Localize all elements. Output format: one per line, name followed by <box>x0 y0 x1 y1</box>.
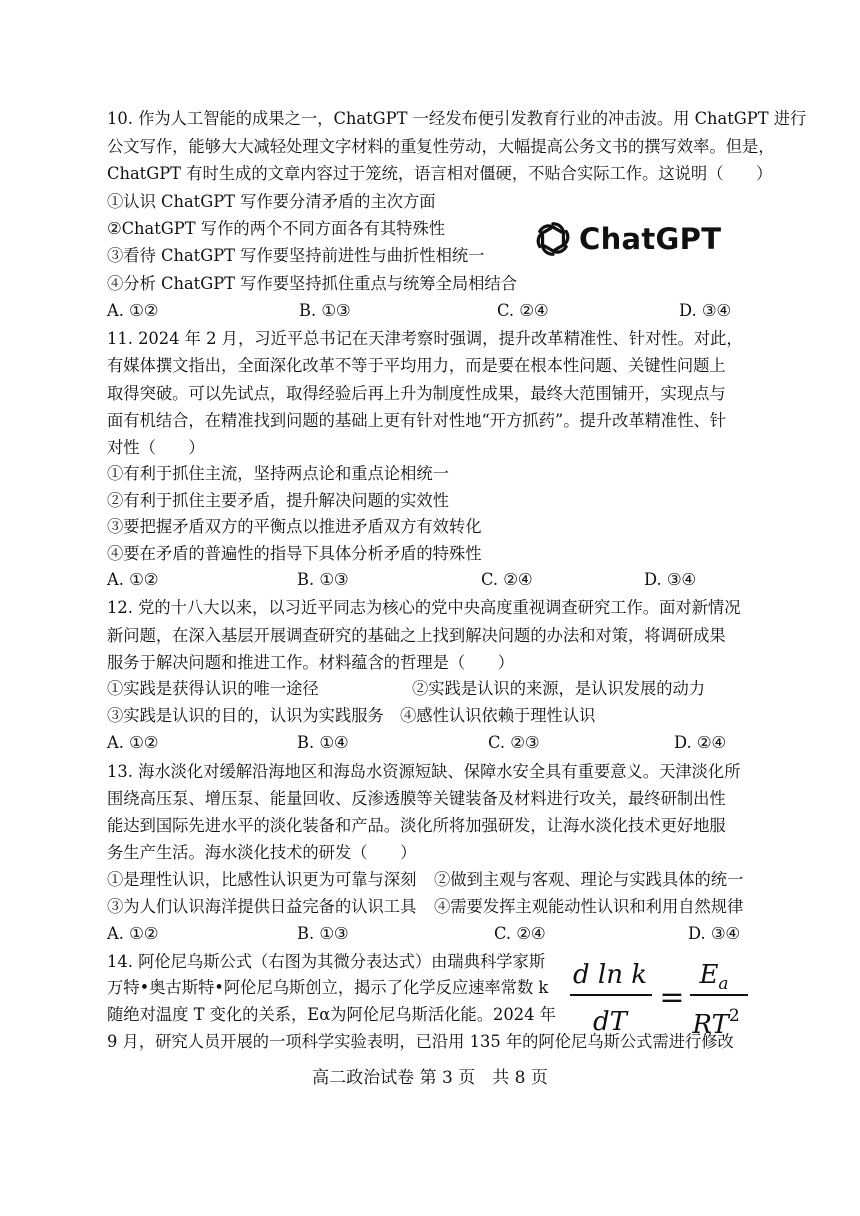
q11-stem-line-4: 面有机结合，在精准找到问题的基础上更有针对性地“开方抓药”。提升改革精准性、针 <box>107 411 727 430</box>
q13-choice-1: ①是理性认识，比感性认识更为可靠与深刻 <box>107 870 417 889</box>
q10-stem-line-3: ChatGPT 有时生成的文章内容过于笼统，语言相对僵硬，不贴合实际工作。这说明（ ） <box>107 164 773 183</box>
q11-option-a: A. ①② <box>107 570 159 589</box>
formula-num-right-base: E <box>699 960 719 990</box>
q10-options <box>107 300 732 322</box>
q12-stem-line-2: 新问题，在深入基层开展调查研究的基础之上找到解决问题的办法和对策，将调研成果 <box>107 626 726 645</box>
formula-den-left: dT <box>593 1007 627 1037</box>
q11-stem-line-3: 取得突破。可以先试点，取得经验后再上升为制度性成果，最终大范围铺开，实现点与 <box>107 384 726 403</box>
chatgpt-logo <box>534 219 734 259</box>
page-footer: 高二政治试卷 第 3 页 共 8 页 <box>312 1068 548 1088</box>
q13-option-d: D. ③④ <box>688 924 741 943</box>
formula-num-right <box>698 960 728 994</box>
q13-options <box>107 923 741 945</box>
q13-stem-line-4: 务生产生活。海水淡化技术的研发（ ） <box>107 843 417 862</box>
q12-option-b: B. ①④ <box>297 733 349 752</box>
q10-option-d: D. ③④ <box>679 301 732 320</box>
q10-stem-line-2: 公文写作，能够大大减轻处理文字材料的重复性劳动，大幅提高公务文书的撰写效率。但是， <box>107 137 775 156</box>
q12-option-d: D. ②④ <box>674 733 727 752</box>
q11-options <box>107 569 732 591</box>
q11-stem-line-1: 11. 2024 年 2 月，习近平总书记在天津考察时强调，提升改革精准性、针对性。对此， <box>107 329 743 348</box>
q11-option-b: B. ①③ <box>297 570 349 589</box>
q11-stem-line-2: 有媒体撰文指出，全面深化改革不等于平均用力，而是要在根本性问题、关键性问题上 <box>107 356 726 375</box>
q12-options <box>107 732 732 754</box>
q10-choice-4: ④分析 ChatGPT 写作要坚持抓住重点与统筹全局相结合 <box>107 274 517 293</box>
q13-option-b: B. ①③ <box>297 924 349 943</box>
q10-stem-line-1: 10. 作为人工智能的成果之一，ChatGPT 一经发布便引发教育行业的冲击波。用 ChatGPT 进行 <box>107 109 807 128</box>
formula-equals: = <box>659 980 685 1015</box>
q13-choice-2: ②做到主观与客观、理论与实践具体的统一 <box>434 870 744 889</box>
q12-option-a: A. ①② <box>107 733 159 752</box>
formula-den-right <box>691 1006 739 1040</box>
q11-choice-3: ③要把握矛盾双方的平衡点以推进矛盾双方有效转化 <box>107 517 482 536</box>
q10-option-b: B. ①③ <box>299 301 351 320</box>
q12-stem-line-3: 服务于解决问题和推进工作。材料蕴含的哲理是（ ） <box>107 653 515 672</box>
formula-num-left: d ln k <box>573 960 647 990</box>
q10-choice-2: ②ChatGPT 写作的两个不同方面各有其特殊性 <box>107 219 446 238</box>
q10-choice-1: ①认识 ChatGPT 写作要分清矛盾的主次方面 <box>107 192 436 211</box>
q13-option-c: C. ②④ <box>494 924 546 943</box>
q12-choice-4: ④感性认识依赖于理性认识 <box>400 706 596 725</box>
q11-choice-4: ④要在矛盾的普遍性的指导下具体分析矛盾的特殊性 <box>107 544 482 563</box>
q11-choice-2: ②有利于抓住主要矛盾，提升解决问题的实效性 <box>107 491 449 510</box>
q14-stem-line-2: 万特•奥古斯特•阿伦尼乌斯创立，揭示了化学反应速率常数 k <box>107 978 549 997</box>
q10-option-a: A. ①② <box>107 301 159 320</box>
q12-choice-3: ③实践是认识的目的，认识为实践服务 <box>107 706 384 725</box>
q13-choice-3: ③为人们认识海洋提供日益完备的认识工具 <box>107 897 417 916</box>
q13-stem-line-2: 围绕高压泵、增压泵、能量回收、反渗透膜等关键装备及材料进行攻关，最终研制出性 <box>107 789 726 808</box>
q13-stem-line-3: 能达到国际先进水平的淡化装备和产品。淡化所将加强研发，让海水淡化技术更好地服 <box>107 816 726 835</box>
q11-option-d: D. ③④ <box>644 570 697 589</box>
q13-choice-4: ④需要发挥主观能动性认识和利用自然规律 <box>434 897 744 916</box>
q11-option-c: C. ②④ <box>481 570 533 589</box>
q11-stem-line-5: 对性（ ） <box>107 438 205 457</box>
q12-choice-2: ②实践是认识的来源，是认识发展的动力 <box>412 679 706 698</box>
chatgpt-logo-text: ChatGPT <box>579 222 722 256</box>
q14-stem-line-4: 9 月，研究人员开展的一项科学实验表明，已沿用 135 年的阿伦尼乌斯公式需进行修改 <box>107 1032 734 1051</box>
arrhenius-formula <box>568 955 758 1045</box>
q12-choice-1: ①实践是获得认识的唯一途径 <box>107 679 319 698</box>
formula-num-right-sub: a <box>718 974 729 994</box>
q10-choice-3: ③看待 ChatGPT 写作要坚持前进性与曲折性相统一 <box>107 246 485 265</box>
q14-stem-line-3: 随绝对温度 T 变化的关系，Eα为阿伦尼乌斯活化能。2024 年 <box>107 1005 556 1024</box>
q13-stem-line-1: 13. 海水淡化对缓解沿海地区和海岛水资源短缺、保障水安全具有重要意义。天津淡化所 <box>107 762 741 781</box>
formula-den-right-sup: 2 <box>728 1006 740 1026</box>
q14-stem-line-1: 14. 阿伦尼乌斯公式（右图为其微分表达式）由瑞典科学家斯 <box>107 952 546 971</box>
q12-option-c: C. ②③ <box>488 733 540 752</box>
q12-stem-line-1: 12. 党的十八大以来，以习近平同志为核心的党中央高度重视调查研究工作。面对新情况 <box>107 598 741 617</box>
formula-den-right-base: RT <box>692 1010 729 1040</box>
q10-option-c: C. ②④ <box>497 301 549 320</box>
q11-choice-1: ①有利于抓住主流，坚持两点论和重点论相统一 <box>107 464 449 483</box>
openai-knot-icon <box>534 220 572 258</box>
q13-option-a: A. ①② <box>107 924 159 943</box>
